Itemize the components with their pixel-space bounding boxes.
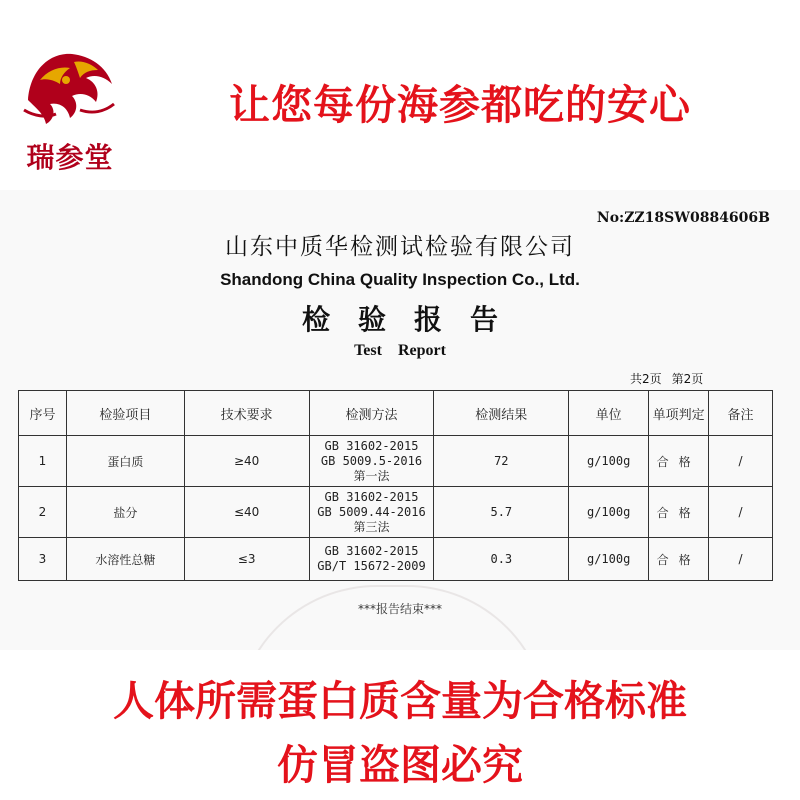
remark: / [709,538,773,581]
column-header: 备注 [709,391,773,436]
report-title-cn: 检验报告 [301,303,526,336]
column-header: 检验项目 [66,391,184,436]
company-name-cn: 山东中质华检测试检验有限公司 [225,234,575,260]
page-info [630,370,703,387]
verdict: 合格 [649,436,709,487]
unit: g/100g [569,487,649,538]
remark: / [709,436,773,487]
copyright-warning: 仿冒盗图必究 [277,741,523,789]
column-header: 序号 [19,391,67,436]
test-result: 72 [434,436,569,487]
test-result: 5.7 [434,487,569,538]
verdict: 合格 [649,538,709,581]
remark: / [709,487,773,538]
column-header: 技术要求 [184,391,309,436]
slogan-headline: 让您每份海参都吃的安心 [229,81,691,129]
method-line: GB 31602-2015 [324,438,419,453]
row-number: 1 [19,436,67,487]
unit: g/100g [569,538,649,581]
requirement: ≥40 [184,436,309,487]
company-name-en: Shandong China Quality Inspection Co., Ltd. [220,270,580,289]
page-current: 第2页 [671,372,704,386]
method-line: GB/T 15672-2009 [317,559,426,573]
requirement: ≤3 [184,538,309,581]
method-line: GB 5009.44-2016 [317,504,426,519]
verdict: 合格 [649,487,709,538]
test-item: 盐分 [66,487,184,538]
row-number: 3 [19,538,67,581]
table-header-row [19,391,773,436]
column-header: 检测结果 [434,391,569,436]
bottom-banner [0,650,800,800]
column-header: 单项判定 [649,391,709,436]
method-line: GB 5009.5-2016 [320,453,423,468]
results-table [18,390,773,581]
row-number: 2 [19,487,67,538]
table-row [19,538,773,581]
column-header: 检测方法 [309,391,434,436]
brand-logo [6,40,134,174]
test-method [309,487,434,538]
brand-name-cn: 瑞参堂 [26,141,114,174]
method-line: GB 31602-2015 [324,489,419,504]
unit: g/100g [569,436,649,487]
table-row [19,436,773,487]
test-item: 水溶性总糖 [66,538,184,581]
report-number: No:ZZ18SW0884606B [596,210,770,226]
method-line: 第一法 [353,468,390,483]
pages-total: 共2页 [630,372,662,386]
table-row [19,487,773,538]
protein-claim: 人体所需蛋白质含量为合格标准 [113,677,687,725]
test-result: 0.3 [434,538,569,581]
inspection-report [0,190,800,650]
test-item: 蛋白质 [66,436,184,487]
test-method [309,436,434,487]
test-method [309,538,434,581]
column-header: 单位 [569,391,649,436]
top-banner [0,0,800,190]
method-line: GB 31602-2015 [324,544,419,558]
report-end-marker: ***报告结束*** [357,602,442,616]
method-line: 第三法 [353,519,390,534]
requirement: ≤40 [184,487,309,538]
dragon-icon [20,40,120,132]
report-title-en: Test Report [354,342,446,359]
